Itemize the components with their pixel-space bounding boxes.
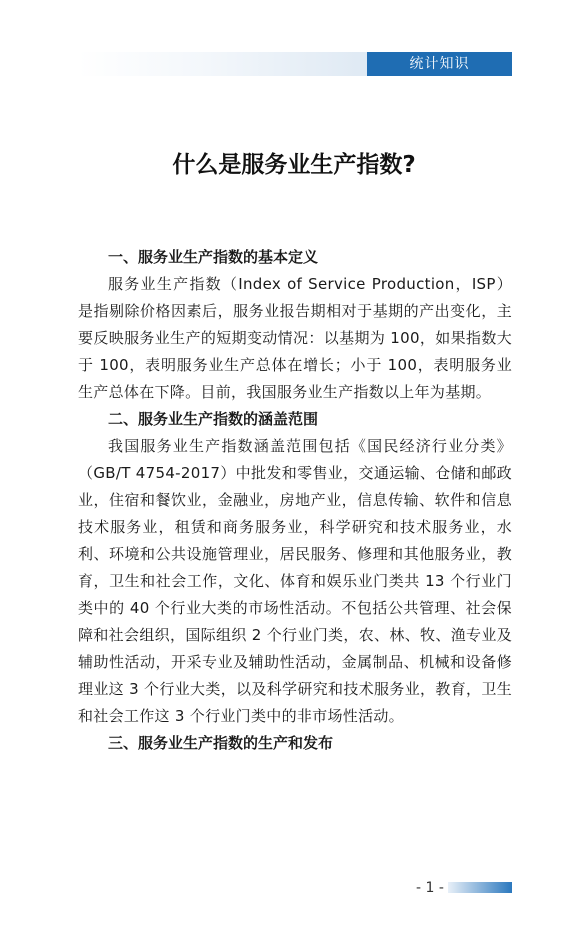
section-heading-scope: 二、服务业生产指数的涵盖范围: [108, 410, 319, 428]
section-heading-release: 三、服务业生产指数的生产和发布: [108, 734, 334, 752]
section-label: 统计知识: [367, 52, 512, 76]
page-number: - 1 -: [416, 880, 444, 896]
section-paragraph-scope: 我国服务业生产指数涵盖范围包括《国民经济行业分类》（GB/T 4754-2017）中批发和零售业，交通运输、仓储和邮政业，住宿和餐饮业，金融业，房地产业，信息传输、软件和信息技术服务业，租赁和商务服务业，科学研究和技术服务业，水利、环境和公共设施管理业，居民服务、修理和其他服务业，教育，卫生和社会工作，文化、体育和娱乐业门类共 13 个行业门类中的 40 个行业大类的市场性活动。不包括公共管理、社会保障和社会组织，国际组织 2 个行业门类，农、林、牧、渔专业及辅助性活动，开采专业及辅助性活动，金属制品、机械和设备修理业这 3 个行业大类，以及科学研究和技术服务业，教育，卫生和社会工作这 3 个行业门类中的非市场性活动。: [78, 437, 512, 725]
section-heading-definition: 一、服务业生产指数的基本定义: [108, 248, 319, 266]
footer-gradient-bar: [448, 882, 512, 893]
document-body: [78, 244, 512, 757]
page-title: 什么是服务业生产指数?: [172, 152, 416, 178]
section-paragraph-definition: 服务业生产指数（Index of Service Production，ISP）是指剔除价格因素后，服务业报告期相对于基期的产出变化，主要反映服务业生产的短期变动情况：以基期为 100，如果指数大于 100，表明服务业生产总体在增长；小于 100，表明服务业生产总体在下降。目前，我国服务业生产指数以上年为基期。: [78, 275, 512, 401]
